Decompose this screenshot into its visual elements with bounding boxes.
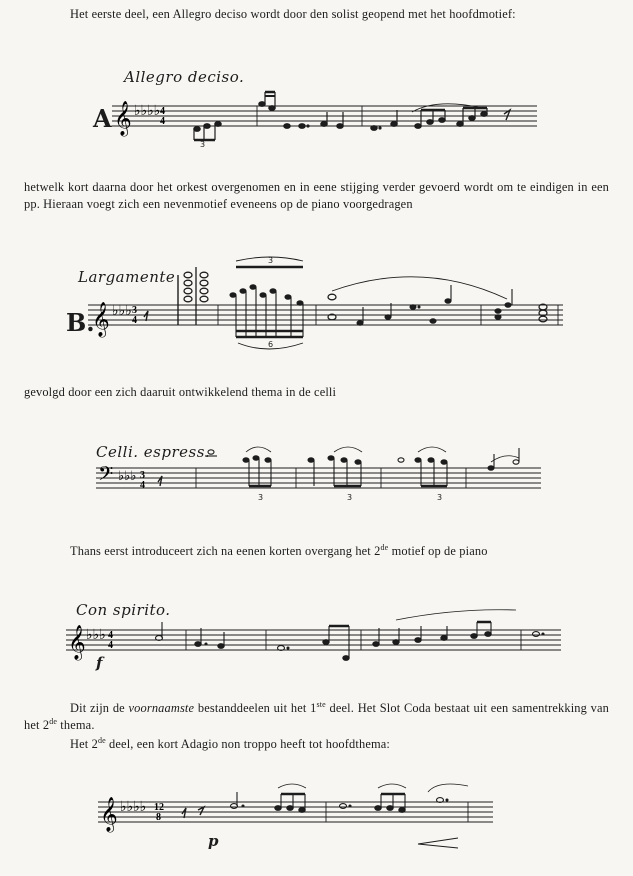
svg-text:♭♭♭♭: ♭♭♭♭ [120,799,147,815]
tempo-allegro-deciso: Allegro deciso. [124,68,245,86]
svg-text:𝄢: 𝄢 [98,462,114,490]
tuplet-3-c: 3 [437,493,443,502]
svg-text:♭♭♭: ♭♭♭ [86,627,106,643]
emphasis-text: voornaamste [128,701,195,715]
tempo-largamente: Largamente [78,268,176,286]
superscript: de [380,542,389,552]
paragraph-text: deel. Het Slot Coda bestaat uit een samentrekking van het 2 [24,701,610,732]
svg-text:𝄞: 𝄞 [92,302,110,337]
svg-text:4: 4 [132,315,137,326]
paragraph-text: deel, een kort Adagio non troppo heeft tot hoofdthema: [105,737,391,751]
svg-text:12: 12 [154,802,164,813]
paragraph-text: motief op de piano [388,544,488,558]
svg-text:3: 3 [140,470,145,481]
svg-text:8: 8 [156,812,161,823]
music-example-a [112,84,542,154]
svg-text:4: 4 [108,640,113,651]
paragraph-text: Het eerste deel, een Allegro deciso wordt door den solist geopend met het hoofdmotief: [70,7,516,21]
tuplet-3: 3 [200,140,206,149]
music-example-b [88,255,568,355]
tuplet-3-top: 3 [268,256,274,265]
svg-text:4: 4 [108,630,113,641]
example-label-a: A [93,104,112,133]
music-example-adagio [98,780,498,850]
paragraph-celli [24,384,609,401]
paragraph-text: bestanddeelen uit het 1 [194,701,317,715]
svg-text:♭♭♭♭: ♭♭♭♭ [134,103,161,119]
paragraph-text: thema. [57,718,95,732]
svg-text:4: 4 [160,106,165,117]
paragraph-text: Het 2 [70,737,98,751]
tuplet-3-b: 3 [347,493,353,502]
superscript: de [49,716,58,726]
tuplet-3-a: 3 [258,493,264,502]
paragraph-orchestra [24,179,609,213]
svg-text:3: 3 [132,305,137,316]
svg-text:𝄞: 𝄞 [68,625,86,660]
paragraph-adagio [70,736,610,753]
svg-text:4: 4 [140,480,145,491]
paragraph-intro [24,6,609,23]
paragraph-transition [70,543,610,560]
paragraph-summary [24,700,609,734]
paragraph-text: Dit zijn de [70,701,129,715]
superscript: de [97,735,106,745]
tempo-con-spirito: Con spirito. [76,601,171,619]
svg-text:𝄞: 𝄞 [100,797,118,832]
svg-text:4: 4 [160,116,165,127]
paragraph-text: gevolgd door een zich daaruit ontwikkelend thema in de celli [24,385,337,399]
paragraph-text: Thans eerst introduceert zich na eenen korten overgang het 2 [70,544,381,558]
dynamic-forte: f [96,654,103,672]
music-example-con-spirito [66,608,566,668]
tuplet-6-bottom: 6 [268,340,274,349]
svg-text:♭♭♭: ♭♭♭ [118,469,137,484]
superscript: ste [316,699,326,709]
dynamic-piano: p [208,832,219,850]
svg-text:𝄞: 𝄞 [114,101,132,136]
svg-text:♭♭♭: ♭♭♭ [112,303,132,319]
music-example-celli [96,440,546,505]
example-label-b: B. [66,308,95,337]
tempo-celli-espress: Celli. espress. [96,443,211,461]
paragraph-text: hetwelk kort daarna door het orkest overgenomen en in eene stijging verder gevoerd wordt om te eindigen in een pp. Hieraan voegt zich een nevenmotief eveneens op de piano voorgedragen [24,180,609,211]
